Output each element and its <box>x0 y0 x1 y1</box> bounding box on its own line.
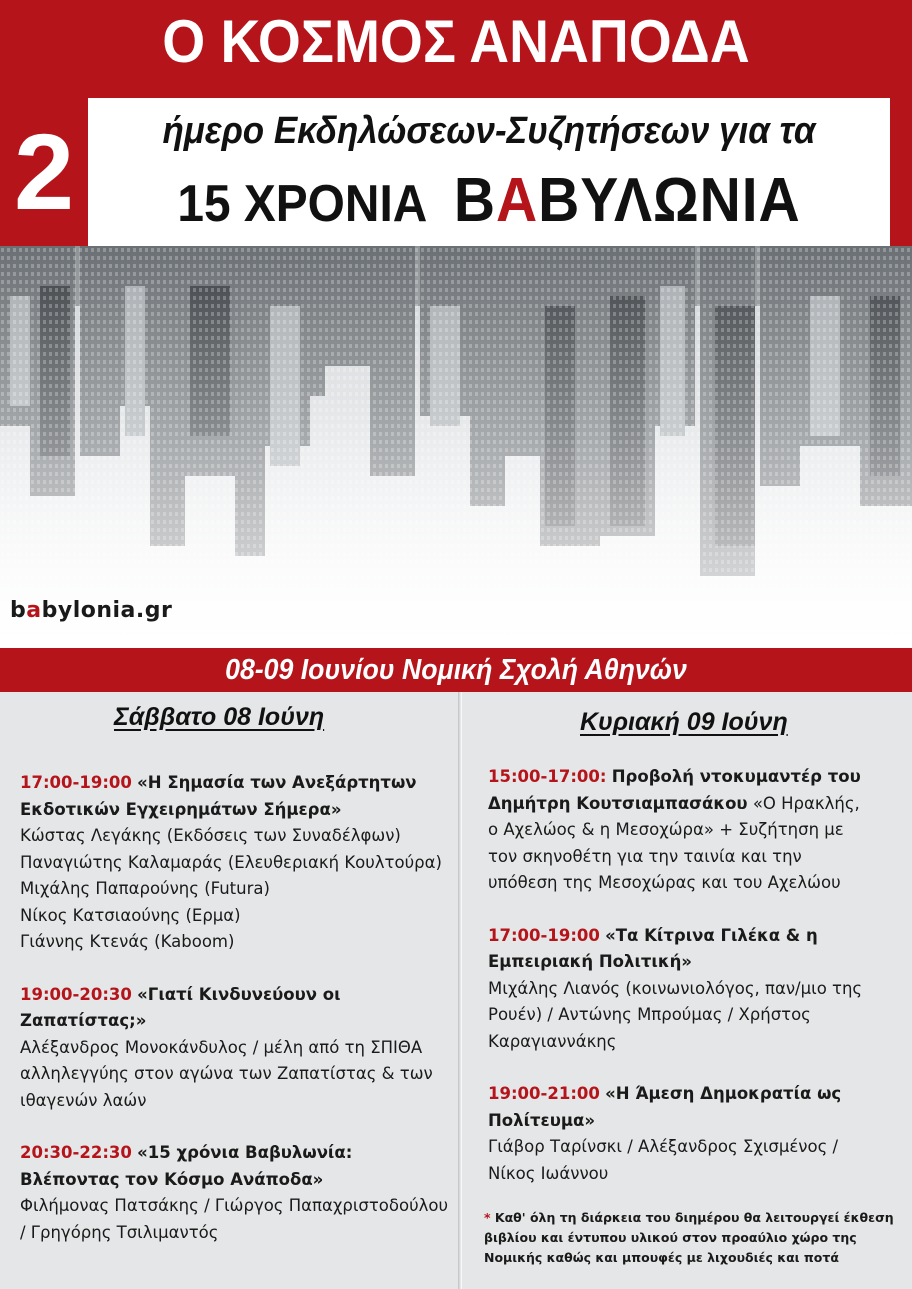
sunday-schedule <box>488 764 872 1187</box>
sunday-heading: Κυριακή 09 Ιούνη <box>580 708 788 736</box>
saturday-schedule <box>20 770 456 1246</box>
event-time: 17:00-19:00 <box>488 925 600 945</box>
speaker-line: Γιάννης Κτενάς (Kaboom) <box>20 932 235 951</box>
brand-letter-a: A <box>496 166 539 235</box>
upside-down-cityscape-image <box>0 246 912 648</box>
right-accent-block <box>890 98 912 246</box>
event-name: Προβολή ντοκυμαντέρ του Δημήτρη Κουτσιαμπασάκου <box>488 767 861 813</box>
event-name: «Τα Κίτρινα Γιλέκα & η Εμπειριακή Πολιτική» <box>488 925 818 971</box>
footnote <box>484 1208 904 1268</box>
event-title <box>20 982 456 1035</box>
speaker-line: Φιλήμονας Πατσάκης / Γιώργος Παπαχριστοδούλου / Γρηγόρης Τσιλιμαντός <box>20 1196 449 1242</box>
footnote-text: Καθ' όλη τη διάρκεια του διημέρου θα λειτουργεί έκθεση βιβλίου και έντυπου υλικού στον προαύλιο χώρο της Νομικής καθώς και μπουφές με λιχουδιές και ποτά <box>484 1210 894 1265</box>
anniversary-line <box>120 166 858 239</box>
years-text: 15 ΧΡΟΝΙΑ <box>177 175 428 233</box>
event-name: «15 χρόνια Βαβυλωνία: Βλέποντας τον Κόσμο Ανάποδα» <box>20 1143 353 1189</box>
brand-name <box>454 166 801 235</box>
event-title <box>488 764 872 897</box>
event-name: «Η Σημασία των Ανεξάρτητων Εκδοτικών Εγχειρημάτων Σήμερα» <box>20 773 417 819</box>
saturday-heading: Σάββατο 08 Ιούνη <box>114 703 325 731</box>
speaker-line: Κώστας Λεγάκης (Εκδόσεις των Συναδέλφων) <box>20 826 401 845</box>
speaker-line: Μιχάλης Λιανός (κοινωνιολόγος, παν/μιο της Ρουέν) / Αντώνης Μπρούμας / Χρήστος Καραγιαννάκης <box>488 978 863 1051</box>
event-time: 15:00-17:00: <box>488 767 607 786</box>
event-name: «Η Άμεση Δημοκρατία ως Πολίτευμα» <box>488 1084 842 1130</box>
event-title <box>488 1081 872 1134</box>
speaker-line: Γιάβορ Ταρίνσκι / Αλέξανδρος Σχισμένος / Νίκος Ιωάννου <box>488 1137 839 1183</box>
speaker-line: Παναγιώτης Καλαμαράς (Ελευθεριακή Κουλτούρα) <box>20 852 442 872</box>
date-venue: 08-09 Ιουνίου Νομική Σχολή Αθηνών <box>225 654 687 686</box>
event-title <box>488 923 872 976</box>
event-title <box>20 770 456 823</box>
event-details: «Ο Ηρακλής, ο Αχελώος & η Μεσοχώρα» + Συζήτηση με τον σκηνοθέτη για την ταινία και την υπόθεση της Μεσοχώρας και του Αχελώου <box>488 793 860 892</box>
event-time: 19:00-20:30 <box>20 984 132 1004</box>
event-time: 19:00-21:00 <box>488 1084 600 1103</box>
event-title <box>20 1140 456 1193</box>
url-part-1: b <box>10 598 27 623</box>
url-part-3: bylonia.gr <box>41 598 173 623</box>
footnote-star: * <box>484 1210 491 1225</box>
speaker-line: Αλέξανδρος Μονοκάνδυλος / μέλη από τη ΣΠΙΘΑ αλληλεγγύης στον αγώνα των Ζαπατίστας & των ιθαγενών λαών <box>20 1037 433 1110</box>
brand-letter-b: B <box>453 166 497 235</box>
event-time: 17:00-19:00 <box>20 773 132 792</box>
website-url[interactable] <box>10 598 172 623</box>
poster-title: Ο ΚΟΣΜΟΣ ΑΝΑΠΟΔΑ <box>162 8 750 75</box>
brand-rest: BΥΛΩΝΙΑ <box>538 166 801 235</box>
speaker-line: Νίκος Κατσιαούνης (Ερμα) <box>20 905 241 925</box>
url-part-2: a <box>26 598 42 623</box>
event-name: «Γιατί Κινδυνεύουν οι Ζαπατίστας;» <box>20 984 341 1030</box>
days-number: 2 <box>13 111 75 232</box>
cityscape-illustration <box>0 246 912 648</box>
speaker-line: Μιχάλης Παπαρούνης (Futura) <box>20 879 270 898</box>
subtitle: ήμερο Εκδηλώσεων-Συζητήσεων για τα <box>162 110 816 152</box>
event-time: 20:30-22:30 <box>20 1143 132 1162</box>
